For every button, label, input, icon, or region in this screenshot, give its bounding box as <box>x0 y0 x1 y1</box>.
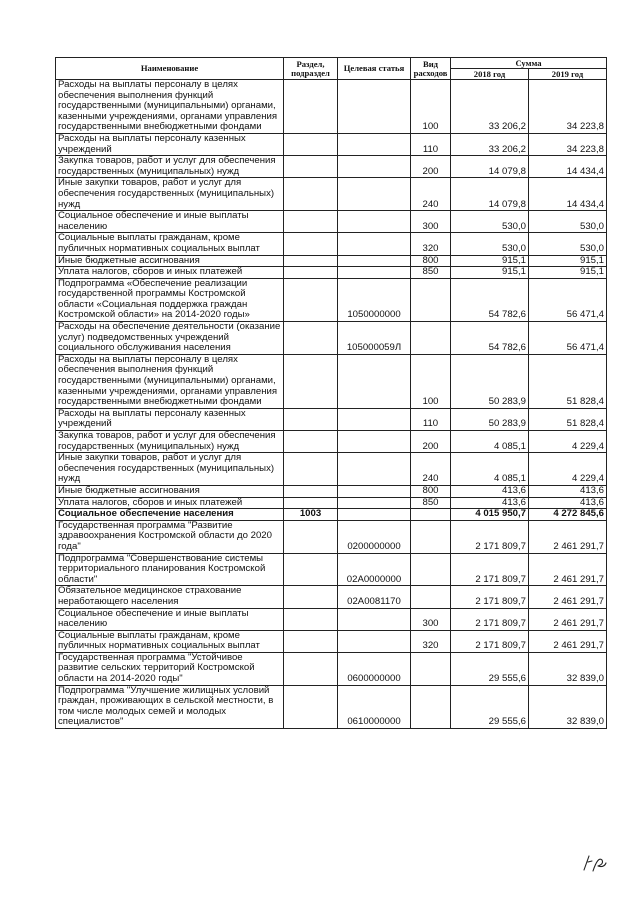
row-2019: 915,1 <box>529 267 607 279</box>
row-article <box>338 80 411 134</box>
row-section <box>284 586 338 608</box>
row-article <box>338 211 411 233</box>
row-2018: 915,1 <box>451 267 529 279</box>
row-name: Расходы на обеспечение деятельности (оказание услуг) подведомственных учреждений социального обслуживания населения <box>56 322 284 355</box>
row-name: Обязательное медицинское страхование неработающего населения <box>56 586 284 608</box>
row-name: Иные бюджетные ассигнования <box>56 485 284 497</box>
row-2019: 14 434,4 <box>529 178 607 211</box>
header-article: Целевая статья <box>338 58 411 80</box>
row-name: Иные закупки товаров, работ и услуг для обеспечения государственных (муниципальных) нужд <box>56 453 284 486</box>
row-article <box>338 233 411 255</box>
row-article: 02А0000000 <box>338 553 411 586</box>
table-row <box>56 586 607 608</box>
row-2019: 4 272 845,6 <box>529 509 607 521</box>
row-section <box>284 322 338 355</box>
table-row <box>56 509 607 521</box>
row-type: 110 <box>411 133 451 155</box>
row-name: Иные закупки товаров, работ и услуг для обеспечения государственных (муниципальных) нужд <box>56 178 284 211</box>
row-article <box>338 431 411 453</box>
row-type: 110 <box>411 408 451 430</box>
row-article <box>338 630 411 652</box>
row-type: 320 <box>411 630 451 652</box>
table-row <box>56 630 607 652</box>
row-2018: 2 171 809,7 <box>451 586 529 608</box>
table-row <box>56 608 607 630</box>
row-2018: 14 079,8 <box>451 178 529 211</box>
row-article <box>338 354 411 408</box>
row-2019: 2 461 291,7 <box>529 553 607 586</box>
row-section <box>284 267 338 279</box>
row-section <box>284 453 338 486</box>
row-article: 0610000000 <box>338 685 411 728</box>
row-article <box>338 509 411 521</box>
table-row <box>56 497 607 509</box>
row-2019: 32 839,0 <box>529 652 607 685</box>
row-article <box>338 497 411 509</box>
row-2019: 530,0 <box>529 233 607 255</box>
table-row <box>56 354 607 408</box>
row-article <box>338 133 411 155</box>
row-type <box>411 322 451 355</box>
row-type <box>411 520 451 553</box>
row-2019: 4 229,4 <box>529 431 607 453</box>
row-name: Расходы на выплаты персоналу в целях обеспечения выполнения функций государственными (муниципальными) органами, казенными учреждениями, органами управления государственными внебюджетными фондами <box>56 80 284 134</box>
row-section <box>284 485 338 497</box>
row-name: Расходы на выплаты персоналу в целях обеспечения выполнения функций государственными (муниципальными) органами, казенными учреждениями, органами управления государственными внебюджетными фондами <box>56 354 284 408</box>
row-2019: 915,1 <box>529 255 607 267</box>
header-2018: 2018 год <box>451 69 529 80</box>
row-section <box>284 685 338 728</box>
row-section <box>284 255 338 267</box>
row-name: Социальные выплаты гражданам, кроме публичных нормативных социальных выплат <box>56 233 284 255</box>
table-row <box>56 233 607 255</box>
row-2019: 51 828,4 <box>529 408 607 430</box>
row-name: Социальные выплаты гражданам, кроме публичных нормативных социальных выплат <box>56 630 284 652</box>
row-name: Государственная программа "Развитие здравоохранения Костромской области до 2020 года" <box>56 520 284 553</box>
row-name: Уплата налогов, сборов и иных платежей <box>56 497 284 509</box>
row-2018: 2 171 809,7 <box>451 608 529 630</box>
row-2019: 413,6 <box>529 485 607 497</box>
row-2019: 2 461 291,7 <box>529 608 607 630</box>
row-name: Социальное обеспечение и иные выплаты населению <box>56 211 284 233</box>
row-type <box>411 586 451 608</box>
row-2019: 2 461 291,7 <box>529 630 607 652</box>
row-section <box>284 233 338 255</box>
row-2018: 4 015 950,7 <box>451 509 529 521</box>
row-2019: 2 461 291,7 <box>529 520 607 553</box>
table-row <box>56 178 607 211</box>
row-2019: 413,6 <box>529 497 607 509</box>
table-row <box>56 652 607 685</box>
row-article <box>338 255 411 267</box>
row-2019: 51 828,4 <box>529 354 607 408</box>
row-2018: 50 283,9 <box>451 354 529 408</box>
row-type <box>411 652 451 685</box>
row-section <box>284 553 338 586</box>
row-name: Государственная программа "Устойчивое развитие сельских территорий Костромской области на 2014-2020 годы" <box>56 652 284 685</box>
row-section <box>284 431 338 453</box>
row-section <box>284 497 338 509</box>
header-2019: 2019 год <box>529 69 607 80</box>
row-name: Закупка товаров, работ и услуг для обеспечения государственных (муниципальных) нужд <box>56 431 284 453</box>
row-2018: 2 171 809,7 <box>451 553 529 586</box>
row-2018: 4 085,1 <box>451 431 529 453</box>
row-article <box>338 608 411 630</box>
row-article: 02А0081170 <box>338 586 411 608</box>
row-article: 105000059Л <box>338 322 411 355</box>
table-row <box>56 685 607 728</box>
row-2019: 34 223,8 <box>529 80 607 134</box>
table-row <box>56 553 607 586</box>
row-type: 300 <box>411 211 451 233</box>
row-type: 100 <box>411 80 451 134</box>
row-article: 0600000000 <box>338 652 411 685</box>
header-sum: Сумма <box>451 58 607 69</box>
row-type: 300 <box>411 608 451 630</box>
row-2019: 530,0 <box>529 211 607 233</box>
row-section <box>284 80 338 134</box>
row-section <box>284 354 338 408</box>
row-section <box>284 652 338 685</box>
header-name: Наименование <box>56 58 284 80</box>
row-2018: 2 171 809,7 <box>451 520 529 553</box>
row-2018: 14 079,8 <box>451 156 529 178</box>
row-article <box>338 408 411 430</box>
table-row <box>56 156 607 178</box>
table-row <box>56 267 607 279</box>
handwritten-page-mark <box>582 852 608 874</box>
row-section <box>284 408 338 430</box>
row-section <box>284 211 338 233</box>
table-body <box>56 80 607 729</box>
row-article: 1050000000 <box>338 278 411 321</box>
row-article <box>338 453 411 486</box>
row-type: 800 <box>411 485 451 497</box>
table-row <box>56 80 607 134</box>
row-section <box>284 278 338 321</box>
row-2019: 56 471,4 <box>529 278 607 321</box>
row-type: 850 <box>411 497 451 509</box>
row-type: 200 <box>411 431 451 453</box>
row-2018: 413,6 <box>451 485 529 497</box>
row-type <box>411 278 451 321</box>
row-section <box>284 520 338 553</box>
row-type: 100 <box>411 354 451 408</box>
header-type: Вид расходов <box>411 58 451 80</box>
row-2018: 54 782,6 <box>451 322 529 355</box>
row-2019: 2 461 291,7 <box>529 586 607 608</box>
row-article <box>338 267 411 279</box>
row-name: Иные бюджетные ассигнования <box>56 255 284 267</box>
row-2018: 29 555,6 <box>451 652 529 685</box>
row-name: Подпрограмма «Обеспечение реализации государственной программы Костромской области «Социальная поддержка граждан Костромской области» на 2014-2020 годы» <box>56 278 284 321</box>
table-row <box>56 431 607 453</box>
budget-table <box>55 57 607 729</box>
row-2018: 2 171 809,7 <box>451 630 529 652</box>
table-row <box>56 322 607 355</box>
row-2018: 530,0 <box>451 233 529 255</box>
table-row <box>56 520 607 553</box>
table-row <box>56 211 607 233</box>
row-2018: 530,0 <box>451 211 529 233</box>
row-type <box>411 553 451 586</box>
row-article <box>338 178 411 211</box>
header-section: Раздел, подраздел <box>284 58 338 80</box>
row-2019: 32 839,0 <box>529 685 607 728</box>
row-type <box>411 685 451 728</box>
row-name: Подпрограмма "Совершенствование системы территориального планирования Костромской области" <box>56 553 284 586</box>
row-type: 200 <box>411 156 451 178</box>
row-2018: 915,1 <box>451 255 529 267</box>
table-row <box>56 408 607 430</box>
row-2019: 34 223,8 <box>529 133 607 155</box>
row-name: Расходы на выплаты персоналу казенных учреждений <box>56 133 284 155</box>
row-article <box>338 156 411 178</box>
table-row <box>56 278 607 321</box>
row-2019: 56 471,4 <box>529 322 607 355</box>
row-type: 240 <box>411 178 451 211</box>
row-2018: 4 085,1 <box>451 453 529 486</box>
row-2018: 33 206,2 <box>451 133 529 155</box>
row-2018: 413,6 <box>451 497 529 509</box>
row-name: Социальное обеспечение населения <box>56 509 284 521</box>
table-row <box>56 255 607 267</box>
row-name: Закупка товаров, работ и услуг для обеспечения государственных (муниципальных) нужд <box>56 156 284 178</box>
row-name: Расходы на выплаты персоналу казенных учреждений <box>56 408 284 430</box>
table-header <box>56 58 607 80</box>
row-section <box>284 133 338 155</box>
row-section <box>284 608 338 630</box>
row-type: 800 <box>411 255 451 267</box>
row-name: Подпрограмма "Улучшение жилищных условий граждан, проживающих в сельской местности, в том числе молодых семей и молодых специалистов" <box>56 685 284 728</box>
row-2018: 33 206,2 <box>451 80 529 134</box>
row-section <box>284 156 338 178</box>
row-2019: 14 434,4 <box>529 156 607 178</box>
row-article: 0200000000 <box>338 520 411 553</box>
row-2018: 54 782,6 <box>451 278 529 321</box>
row-name: Социальное обеспечение и иные выплаты населению <box>56 608 284 630</box>
row-2018: 50 283,9 <box>451 408 529 430</box>
row-2019: 4 229,4 <box>529 453 607 486</box>
row-type: 320 <box>411 233 451 255</box>
table-row <box>56 453 607 486</box>
table-row <box>56 485 607 497</box>
row-type <box>411 509 451 521</box>
row-article <box>338 485 411 497</box>
row-type: 850 <box>411 267 451 279</box>
row-2018: 29 555,6 <box>451 685 529 728</box>
row-section: 1003 <box>284 509 338 521</box>
row-section <box>284 630 338 652</box>
row-name: Уплата налогов, сборов и иных платежей <box>56 267 284 279</box>
row-type: 240 <box>411 453 451 486</box>
table-row <box>56 133 607 155</box>
row-section <box>284 178 338 211</box>
